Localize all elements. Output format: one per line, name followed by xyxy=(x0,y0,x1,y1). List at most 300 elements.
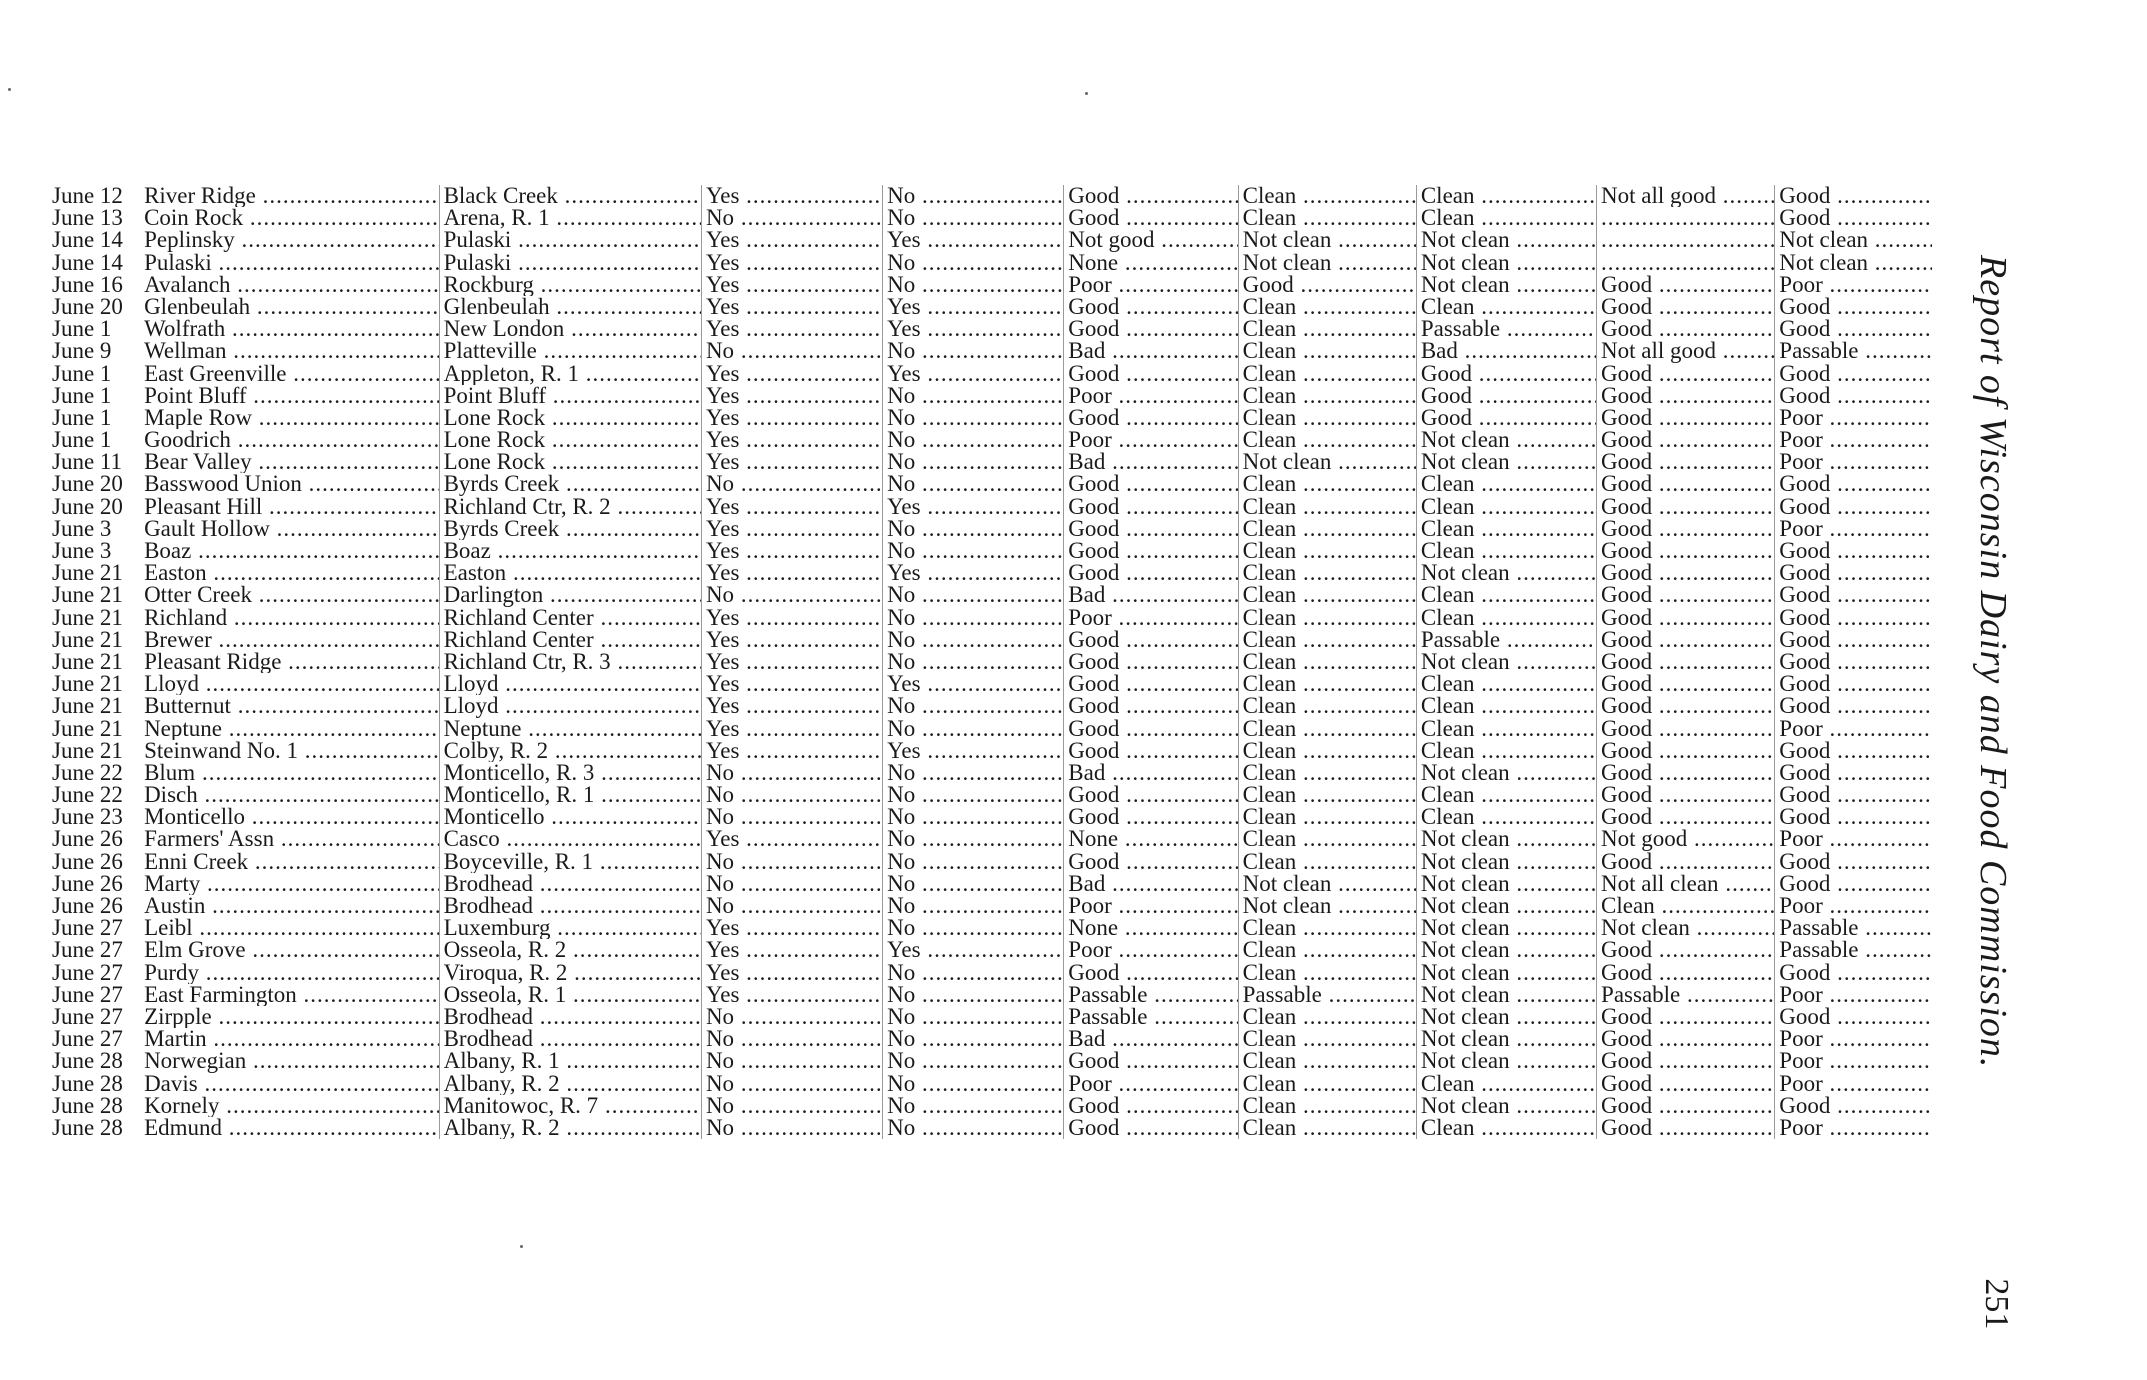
column-3-value: Good ..... xyxy=(1064,185,1238,207)
table-row xyxy=(52,252,1932,274)
factory-name: Kornely ..... xyxy=(144,1095,440,1117)
location: Luxemburg ..... xyxy=(440,917,702,939)
column-4-value: Clean ..... xyxy=(1239,363,1417,385)
column-4-value: Clean ..... xyxy=(1239,962,1417,984)
location: Boaz ..... xyxy=(440,540,702,562)
column-4-value: Clean ..... xyxy=(1239,584,1417,606)
column-7-value: Good ..... xyxy=(1775,385,1932,407)
column-5-value: Passable ..... xyxy=(1417,318,1597,340)
entry-date: June 13 xyxy=(52,207,123,230)
column-7-value: Poor ..... xyxy=(1775,1050,1932,1072)
factory-name: Butternut ..... xyxy=(144,695,440,717)
column-6-value: Clean ..... xyxy=(1597,895,1775,917)
table-row xyxy=(52,1095,1932,1117)
column-5-value: Not clean ..... xyxy=(1417,429,1597,451)
location: Neptune ..... xyxy=(440,718,702,740)
entry-date: June 28 xyxy=(52,1116,123,1140)
column-6-value: Good ..... xyxy=(1597,718,1775,740)
factory-name: Easton ..... xyxy=(144,562,440,584)
column-7-value: Poor ..... xyxy=(1775,984,1932,1006)
factory-name: Farmers' Assn ..... xyxy=(144,828,440,850)
column-5-value: Clean ..... xyxy=(1417,806,1597,828)
table-row xyxy=(52,274,1932,296)
table-row xyxy=(52,939,1932,961)
column-5-value: Clean ..... xyxy=(1417,473,1597,495)
column-1-value: Yes ..... xyxy=(702,363,883,385)
scan-speck xyxy=(520,1245,523,1248)
column-1-value: Yes ..... xyxy=(702,451,883,473)
column-5-value: Good ..... xyxy=(1417,363,1597,385)
factory-name: Avalanch ..... xyxy=(144,274,440,296)
location: Brodhead ..... xyxy=(440,1006,702,1028)
column-7-value: Good ..... xyxy=(1775,473,1932,495)
column-2-value: No ..... xyxy=(883,429,1064,451)
entry-date: June 1 xyxy=(52,406,112,430)
entry-date: June 20 xyxy=(52,295,123,319)
table-row xyxy=(52,873,1932,895)
column-3-value: Good ..... xyxy=(1064,540,1238,562)
column-6-value: Good ..... xyxy=(1597,629,1775,651)
column-2-value: No ..... xyxy=(883,518,1064,540)
column-1-value: No ..... xyxy=(702,584,883,606)
column-3-value: Good ..... xyxy=(1064,407,1238,429)
column-6-value: Good ..... xyxy=(1597,1006,1775,1028)
column-2-value: No ..... xyxy=(883,1095,1064,1117)
column-5-value: Clean ..... xyxy=(1417,296,1597,318)
column-6-value: Good ..... xyxy=(1597,518,1775,540)
column-2-value: No ..... xyxy=(883,274,1064,296)
column-5-value: Not clean ..... xyxy=(1417,252,1597,274)
column-4-value: Clean ..... xyxy=(1239,1028,1417,1050)
running-title: Report of Wisconsin Dairy and Food Commission. xyxy=(1972,255,2014,1069)
column-5-value: Bad ..... xyxy=(1417,340,1597,362)
column-2-value: No ..... xyxy=(883,851,1064,873)
entry-date: June 22 xyxy=(52,761,123,785)
column-4-value: Clean ..... xyxy=(1239,828,1417,850)
column-7-value: Good ..... xyxy=(1775,873,1932,895)
column-5-value: Not clean ..... xyxy=(1417,1050,1597,1072)
location: Darlington ..... xyxy=(440,584,702,606)
location: Pulaski ..... xyxy=(440,252,702,274)
table-row xyxy=(52,1028,1932,1050)
factory-name: Blum ..... xyxy=(144,762,440,784)
column-4-value: Clean ..... xyxy=(1239,318,1417,340)
column-3-value: Good ..... xyxy=(1064,318,1238,340)
entry-date: June 28 xyxy=(52,1050,123,1073)
factory-name: Elm Grove ..... xyxy=(144,939,440,961)
column-6-value: Good ..... xyxy=(1597,318,1775,340)
column-7-value: Not clean ..... xyxy=(1775,229,1932,251)
column-7-value: Poor ..... xyxy=(1775,274,1932,296)
column-6-value xyxy=(1597,252,1775,274)
location: Byrds Creek ..... xyxy=(440,473,702,495)
factory-name: Boaz ..... xyxy=(144,540,440,562)
entry-date: June 27 xyxy=(52,1028,123,1051)
column-6-value: Not clean ..... xyxy=(1597,917,1775,939)
entry-date: June 14 xyxy=(52,229,123,252)
column-2-value: Yes ..... xyxy=(883,562,1064,584)
entry-date: June 21 xyxy=(52,717,123,740)
column-4-value: Clean ..... xyxy=(1239,518,1417,540)
column-7-value: Poor ..... xyxy=(1775,407,1932,429)
entry-date: June 27 xyxy=(52,917,123,940)
column-1-value: No ..... xyxy=(702,895,883,917)
factory-name: Edmund ..... xyxy=(144,1117,440,1139)
column-3-value: Poor ..... xyxy=(1064,607,1238,629)
column-3-value: Poor ..... xyxy=(1064,895,1238,917)
column-6-value: Good ..... xyxy=(1597,1050,1775,1072)
location: Richland Center ..... xyxy=(440,629,702,651)
column-5-value: Not clean ..... xyxy=(1417,828,1597,850)
column-3-value: Good ..... xyxy=(1064,673,1238,695)
column-7-value: Good ..... xyxy=(1775,363,1932,385)
column-7-value: Poor ..... xyxy=(1775,895,1932,917)
column-2-value: No ..... xyxy=(883,1028,1064,1050)
factory-name: Zirpple ..... xyxy=(144,1006,440,1028)
table-row xyxy=(52,562,1932,584)
column-3-value: Good ..... xyxy=(1064,518,1238,540)
entry-date: June 28 xyxy=(52,1072,123,1095)
column-3-value: Good ..... xyxy=(1064,851,1238,873)
column-4-value: Clean ..... xyxy=(1239,340,1417,362)
column-4-value: Clean ..... xyxy=(1239,917,1417,939)
column-1-value: Yes ..... xyxy=(702,718,883,740)
column-1-value: Yes ..... xyxy=(702,917,883,939)
column-3-value: Poor ..... xyxy=(1064,274,1238,296)
column-4-value: Clean ..... xyxy=(1239,673,1417,695)
column-4-value: Clean ..... xyxy=(1239,651,1417,673)
column-4-value: Clean ..... xyxy=(1239,1006,1417,1028)
column-5-value: Clean ..... xyxy=(1417,607,1597,629)
table-row xyxy=(52,651,1932,673)
table-row xyxy=(52,673,1932,695)
column-6-value: Good ..... xyxy=(1597,695,1775,717)
location: Lloyd ..... xyxy=(440,695,702,717)
column-3-value: Good ..... xyxy=(1064,562,1238,584)
factory-name: Martin ..... xyxy=(144,1028,440,1050)
column-2-value: No ..... xyxy=(883,207,1064,229)
location: Manitowoc, R. 7 ..... xyxy=(440,1095,702,1117)
column-3-value: Bad ..... xyxy=(1064,873,1238,895)
column-4-value: Clean ..... xyxy=(1239,740,1417,762)
column-5-value: Clean ..... xyxy=(1417,1073,1597,1095)
column-5-value: Clean ..... xyxy=(1417,540,1597,562)
column-4-value: Clean ..... xyxy=(1239,496,1417,518)
column-7-value: Good ..... xyxy=(1775,296,1932,318)
entry-date: June 21 xyxy=(52,606,123,629)
column-1-value: No ..... xyxy=(702,851,883,873)
entry-date: June 27 xyxy=(52,1005,123,1029)
factory-name: Maple Row ..... xyxy=(144,407,440,429)
column-2-value: No ..... xyxy=(883,340,1064,362)
column-6-value: Good ..... xyxy=(1597,363,1775,385)
column-7-value: Good ..... xyxy=(1775,851,1932,873)
column-4-value: Passable ..... xyxy=(1239,984,1417,1006)
column-6-value: Good ..... xyxy=(1597,562,1775,584)
factory-name: Pleasant Hill ..... xyxy=(144,496,440,518)
column-4-value: Clean ..... xyxy=(1239,1073,1417,1095)
column-5-value: Clean ..... xyxy=(1417,518,1597,540)
column-6-value: Good ..... xyxy=(1597,762,1775,784)
column-5-value: Not clean ..... xyxy=(1417,939,1597,961)
column-6-value: Good ..... xyxy=(1597,540,1775,562)
entry-date: June 9 xyxy=(52,340,112,363)
factory-name: Basswood Union ..... xyxy=(144,473,440,495)
column-2-value: Yes ..... xyxy=(883,740,1064,762)
column-3-value: Good ..... xyxy=(1064,629,1238,651)
entry-date: June 3 xyxy=(52,540,112,563)
column-5-value: Clean ..... xyxy=(1417,784,1597,806)
column-3-value: Good ..... xyxy=(1064,740,1238,762)
column-7-value: Good ..... xyxy=(1775,562,1932,584)
column-6-value: Good ..... xyxy=(1597,740,1775,762)
table-row xyxy=(52,584,1932,606)
column-1-value: Yes ..... xyxy=(702,429,883,451)
location: Platteville ..... xyxy=(440,340,702,362)
column-3-value: Bad ..... xyxy=(1064,1028,1238,1050)
column-4-value: Clean ..... xyxy=(1239,1117,1417,1139)
entry-date: June 22 xyxy=(52,784,123,807)
column-6-value xyxy=(1597,207,1775,229)
factory-name: Steinwand No. 1 ..... xyxy=(144,740,440,762)
entry-date: June 26 xyxy=(52,850,123,873)
factory-name: Gault Hollow ..... xyxy=(144,518,440,540)
entry-date: June 21 xyxy=(52,673,123,696)
column-5-value: Not clean ..... xyxy=(1417,562,1597,584)
column-6-value: Good ..... xyxy=(1597,1028,1775,1050)
column-4-value: Clean ..... xyxy=(1239,473,1417,495)
location: Monticello ..... xyxy=(440,806,702,828)
column-3-value: Good ..... xyxy=(1064,962,1238,984)
column-1-value: Yes ..... xyxy=(702,962,883,984)
column-1-value: No ..... xyxy=(702,473,883,495)
column-4-value: Clean ..... xyxy=(1239,762,1417,784)
column-2-value: No ..... xyxy=(883,695,1064,717)
column-6-value: Good ..... xyxy=(1597,429,1775,451)
entry-date: June 27 xyxy=(52,961,123,984)
column-1-value: Yes ..... xyxy=(702,673,883,695)
column-1-value: No ..... xyxy=(702,1117,883,1139)
location: Byrds Creek ..... xyxy=(440,518,702,540)
location: Richland Center ..... xyxy=(440,607,702,629)
location: Black Creek ..... xyxy=(440,185,702,207)
entry-date: June 1 xyxy=(52,362,112,385)
column-5-value: Clean ..... xyxy=(1417,718,1597,740)
entry-date: June 11 xyxy=(52,451,123,474)
table-row xyxy=(52,296,1932,318)
column-7-value: Good ..... xyxy=(1775,651,1932,673)
column-3-value: Good ..... xyxy=(1064,1050,1238,1072)
column-4-value: Clean ..... xyxy=(1239,1095,1417,1117)
column-5-value: Clean ..... xyxy=(1417,695,1597,717)
entry-date: June 1 xyxy=(52,429,112,452)
entry-date: June 20 xyxy=(52,495,123,518)
column-5-value: Not clean ..... xyxy=(1417,651,1597,673)
column-7-value: Good ..... xyxy=(1775,629,1932,651)
column-6-value: Not all good ..... xyxy=(1597,340,1775,362)
column-1-value: Yes ..... xyxy=(702,695,883,717)
column-7-value: Poor ..... xyxy=(1775,828,1932,850)
column-3-value: Bad ..... xyxy=(1064,762,1238,784)
column-2-value: Yes ..... xyxy=(883,363,1064,385)
table-row xyxy=(52,695,1932,717)
column-3-value: Good ..... xyxy=(1064,363,1238,385)
column-7-value: Good ..... xyxy=(1775,496,1932,518)
location: Colby, R. 2 ..... xyxy=(440,740,702,762)
column-3-value: Good ..... xyxy=(1064,496,1238,518)
scan-speck xyxy=(8,88,11,91)
table-row xyxy=(52,629,1932,651)
column-1-value: No ..... xyxy=(702,1073,883,1095)
column-7-value: Good ..... xyxy=(1775,762,1932,784)
location: New London ..... xyxy=(440,318,702,340)
column-7-value: Good ..... xyxy=(1775,185,1932,207)
table-row xyxy=(52,185,1932,207)
column-1-value: Yes ..... xyxy=(702,629,883,651)
table-row xyxy=(52,1006,1932,1028)
column-5-value: Not clean ..... xyxy=(1417,984,1597,1006)
location: Easton ..... xyxy=(440,562,702,584)
column-2-value: No ..... xyxy=(883,651,1064,673)
entry-date: June 27 xyxy=(52,983,123,1006)
column-5-value: Not clean ..... xyxy=(1417,873,1597,895)
column-7-value: Good ..... xyxy=(1775,673,1932,695)
column-7-value: Poor ..... xyxy=(1775,429,1932,451)
column-3-value: Good ..... xyxy=(1064,718,1238,740)
column-3-value: Not good ..... xyxy=(1064,229,1238,251)
factory-name: Neptune ..... xyxy=(144,718,440,740)
column-3-value: Bad ..... xyxy=(1064,584,1238,606)
factory-name: Goodrich ..... xyxy=(144,429,440,451)
factory-name: Richland ..... xyxy=(144,607,440,629)
column-6-value: Good ..... xyxy=(1597,784,1775,806)
table-row xyxy=(52,828,1932,850)
factory-name: Bear Valley ..... xyxy=(144,451,440,473)
table-row xyxy=(52,451,1932,473)
factory-name: Wellman ..... xyxy=(144,340,440,362)
location: Pulaski ..... xyxy=(440,229,702,251)
factory-name: Otter Creek ..... xyxy=(144,584,440,606)
factory-name: Brewer ..... xyxy=(144,629,440,651)
table-row xyxy=(52,984,1932,1006)
column-4-value: Not clean ..... xyxy=(1239,895,1417,917)
column-6-value: Good ..... xyxy=(1597,473,1775,495)
column-2-value: No ..... xyxy=(883,407,1064,429)
column-5-value: Clean ..... xyxy=(1417,207,1597,229)
column-5-value: Not clean ..... xyxy=(1417,274,1597,296)
location: Appleton, R. 1 ..... xyxy=(440,363,702,385)
column-5-value: Not clean ..... xyxy=(1417,762,1597,784)
table-row xyxy=(52,740,1932,762)
entry-date: June 21 xyxy=(52,650,123,674)
factory-name: Disch ..... xyxy=(144,784,440,806)
column-5-value: Not clean ..... xyxy=(1417,895,1597,917)
column-4-value: Not clean ..... xyxy=(1239,451,1417,473)
column-6-value: Good ..... xyxy=(1597,1095,1775,1117)
column-1-value: Yes ..... xyxy=(702,296,883,318)
column-2-value: No ..... xyxy=(883,917,1064,939)
factory-name: Lloyd ..... xyxy=(144,673,440,695)
table-row xyxy=(52,1073,1932,1095)
location: Monticello, R. 1 ..... xyxy=(440,784,702,806)
column-4-value: Clean ..... xyxy=(1239,207,1417,229)
column-1-value: Yes ..... xyxy=(702,740,883,762)
column-5-value: Clean ..... xyxy=(1417,1117,1597,1139)
column-4-value: Clean ..... xyxy=(1239,562,1417,584)
column-1-value: Yes ..... xyxy=(702,407,883,429)
column-6-value: Good ..... xyxy=(1597,806,1775,828)
column-2-value: No ..... xyxy=(883,984,1064,1006)
table-row xyxy=(52,229,1932,251)
table-row xyxy=(52,540,1932,562)
column-5-value: Good ..... xyxy=(1417,385,1597,407)
column-2-value: No ..... xyxy=(883,962,1064,984)
column-5-value: Not clean ..... xyxy=(1417,917,1597,939)
column-5-value: Clean ..... xyxy=(1417,496,1597,518)
column-3-value: Good ..... xyxy=(1064,1095,1238,1117)
factory-name: Point Bluff ..... xyxy=(144,385,440,407)
location: Viroqua, R. 2 ..... xyxy=(440,962,702,984)
column-1-value: Yes ..... xyxy=(702,318,883,340)
column-2-value: No ..... xyxy=(883,718,1064,740)
location: Albany, R. 1 ..... xyxy=(440,1050,702,1072)
entry-date: June 21 xyxy=(52,695,123,718)
column-2-value: No ..... xyxy=(883,806,1064,828)
column-4-value: Not clean ..... xyxy=(1239,873,1417,895)
column-7-value: Good ..... xyxy=(1775,962,1932,984)
table-row xyxy=(52,207,1932,229)
column-1-value: Yes ..... xyxy=(702,984,883,1006)
entry-date: June 12 xyxy=(52,185,123,208)
location: Lone Rock ..... xyxy=(440,407,702,429)
column-2-value: No ..... xyxy=(883,451,1064,473)
column-2-value: No ..... xyxy=(883,252,1064,274)
column-2-value: Yes ..... xyxy=(883,496,1064,518)
column-4-value: Clean ..... xyxy=(1239,607,1417,629)
column-7-value: Poor ..... xyxy=(1775,1073,1932,1095)
location: Lloyd ..... xyxy=(440,673,702,695)
location: Casco ..... xyxy=(440,828,702,850)
column-2-value: No ..... xyxy=(883,1073,1064,1095)
table-row xyxy=(52,1117,1932,1139)
column-1-value: No ..... xyxy=(702,762,883,784)
entry-date: June 3 xyxy=(52,517,112,540)
column-2-value: No ..... xyxy=(883,784,1064,806)
column-2-value: No ..... xyxy=(883,1006,1064,1028)
column-4-value: Clean ..... xyxy=(1239,939,1417,961)
entry-date: June 21 xyxy=(52,584,123,607)
location: Arena, R. 1 ..... xyxy=(440,207,702,229)
column-6-value: Good ..... xyxy=(1597,407,1775,429)
column-4-value: Clean ..... xyxy=(1239,695,1417,717)
entry-date: June 26 xyxy=(52,895,123,918)
table-row xyxy=(52,1050,1932,1072)
column-5-value: Clean ..... xyxy=(1417,740,1597,762)
table-row xyxy=(52,340,1932,362)
table-row xyxy=(52,429,1932,451)
table-row xyxy=(52,496,1932,518)
column-7-value: Good ..... xyxy=(1775,584,1932,606)
column-3-value: None ..... xyxy=(1064,252,1238,274)
column-6-value: Not all good ..... xyxy=(1597,185,1775,207)
column-6-value: Good ..... xyxy=(1597,584,1775,606)
factory-name: Marty ..... xyxy=(144,873,440,895)
location: Albany, R. 2 ..... xyxy=(440,1073,702,1095)
column-1-value: No ..... xyxy=(702,340,883,362)
table-row xyxy=(52,363,1932,385)
column-7-value: Good ..... xyxy=(1775,1006,1932,1028)
table-row xyxy=(52,607,1932,629)
